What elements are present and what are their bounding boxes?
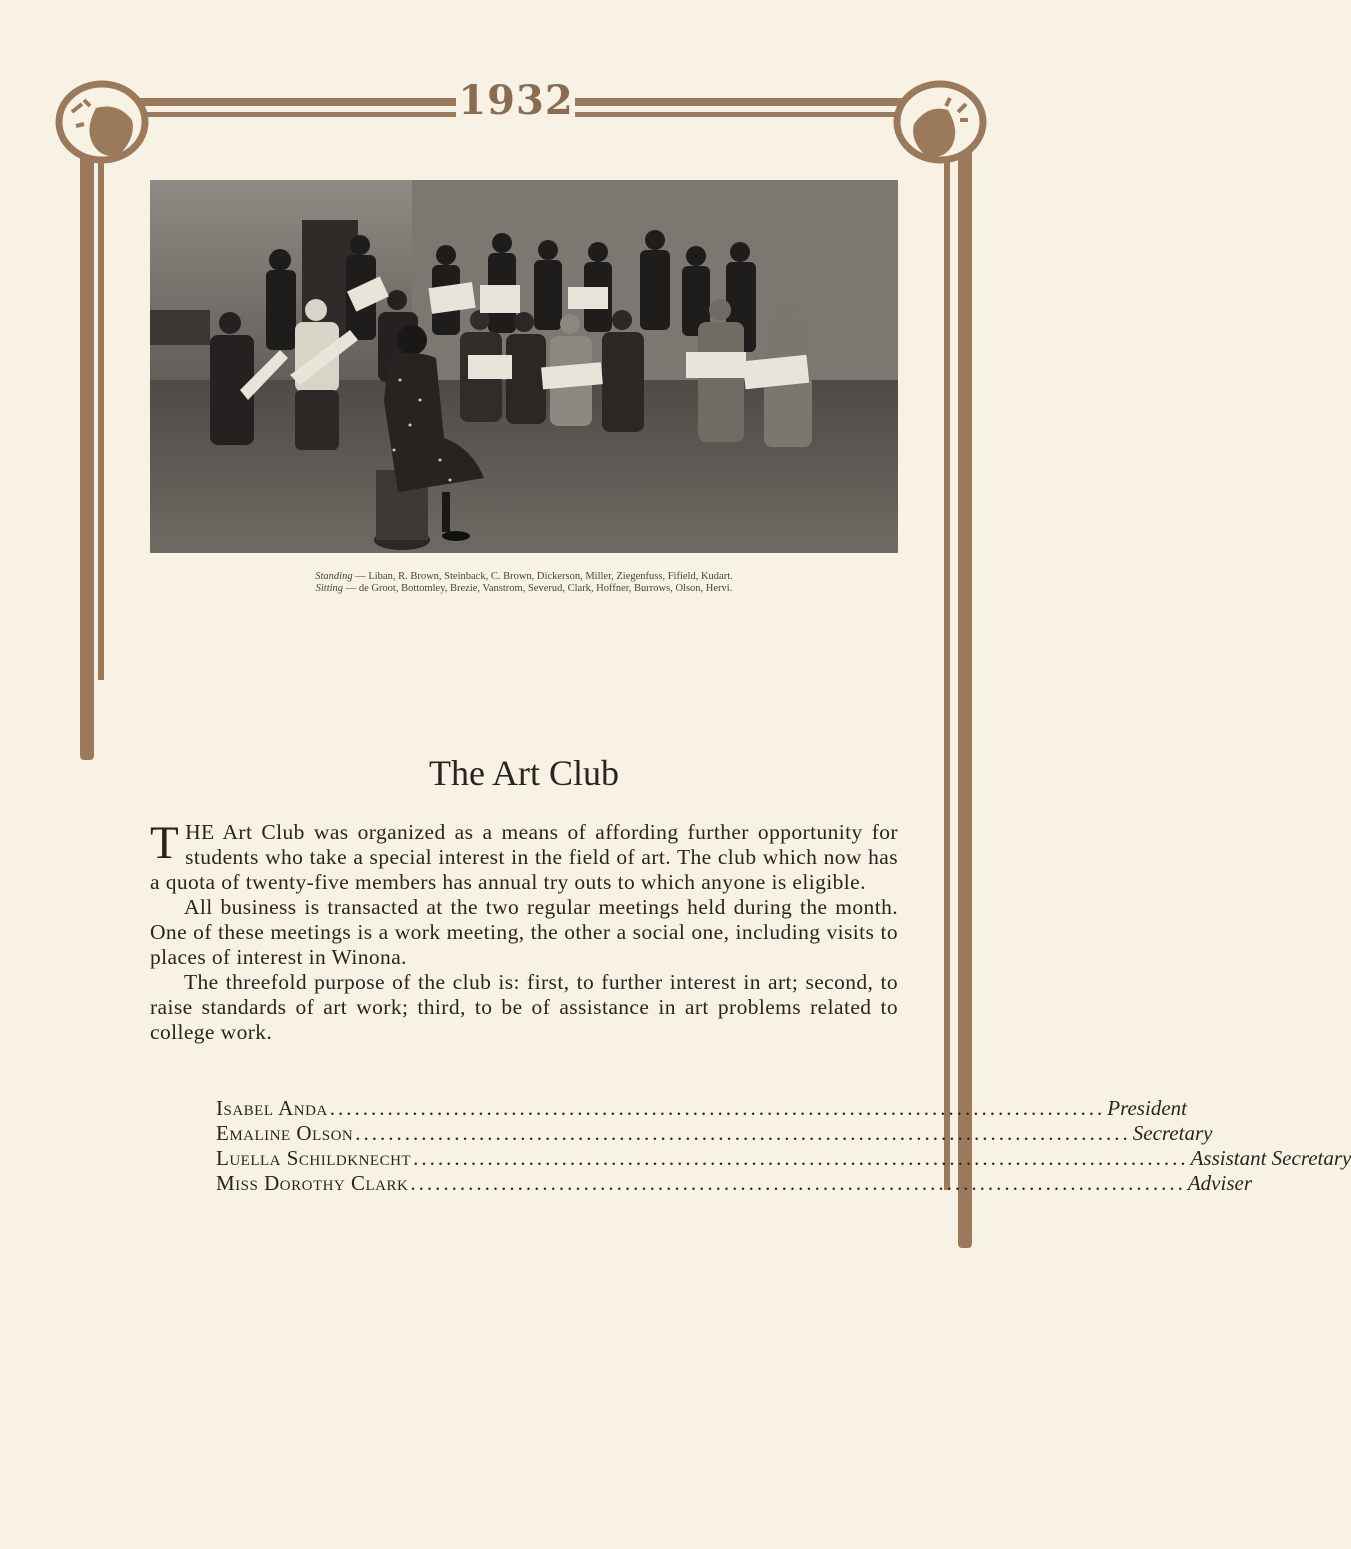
paragraph-1-text: HE Art Club was organized as a means of affording further opportunity for students who take a special interest in the field of art. The club which now has a quota of twenty-five members has annual try outs to which anyone is eligible. (150, 820, 898, 894)
left-mask-ornament-icon (59, 84, 145, 160)
photo-caption (150, 571, 898, 595)
officer-name: Emaline Olson (216, 1121, 354, 1145)
caption-sitting-label: Sitting (315, 583, 344, 594)
paragraph-2: All business is transacted at the two regular meetings held during the month. One of these meetings is a work meeting, the other a social one, including visits to places of interest in Winona. (150, 895, 898, 969)
body-text (150, 817, 898, 1045)
dot-leader: .............................................................................................. (329, 1096, 1106, 1120)
drop-cap: T (150, 817, 180, 869)
officer-title: Secretary (1132, 1121, 1213, 1145)
page-title: The Art Club (429, 753, 619, 793)
paragraph-1 (150, 817, 898, 895)
officer-name: Isabel Anda (216, 1096, 328, 1120)
officer-row (216, 1171, 1253, 1196)
year-heading: 1932 (458, 77, 574, 124)
caption-standing-line (150, 571, 898, 583)
caption-sitting-line (150, 583, 898, 595)
caption-standing-label: Standing (315, 571, 353, 582)
caption-standing-names: — Liban, R. Brown, Steinback, C. Brown, Dickerson, Miller, Ziegenfuss, Fifield, Kudart. (355, 571, 733, 582)
officers-list (216, 1096, 1351, 1196)
group-photo (150, 180, 898, 553)
caption-sitting-names: — de Groot, Bottomley, Brezie, Vanstrom, Severud, Clark, Hoffner, Burrows, Olson, Hervi. (345, 583, 733, 594)
paragraph-3: The threefold purpose of the club is: first, to further interest in art; second, to raise standards of art work; third, to be of assistance in art problems related to college work. (150, 970, 898, 1044)
officer-title: Assistant Secretary (1190, 1146, 1351, 1170)
dot-leader: .............................................................................................. (410, 1171, 1186, 1195)
officer-row (216, 1096, 1187, 1121)
officer-title: Adviser (1187, 1171, 1253, 1195)
dot-leader: .............................................................................................. (413, 1146, 1189, 1170)
right-mask-ornament-icon (897, 84, 983, 160)
group-photo-icon (150, 180, 898, 553)
officer-name: Miss Dorothy Clark (216, 1171, 409, 1195)
dot-leader: .............................................................................................. (355, 1121, 1131, 1145)
officer-row (216, 1146, 1351, 1171)
officer-name: Luella Schildknecht (216, 1146, 412, 1170)
officer-row (216, 1121, 1213, 1146)
officer-title: President (1107, 1096, 1187, 1120)
